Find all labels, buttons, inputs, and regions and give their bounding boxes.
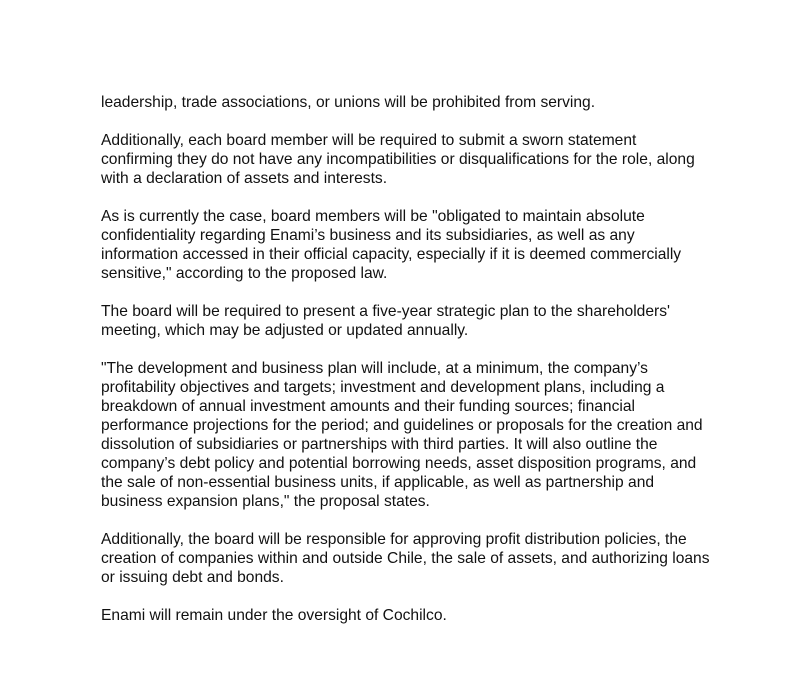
document-body (101, 93, 711, 644)
paragraph-confidentiality: As is currently the case, board members will be "obligated to maintain absolute confidentiality regarding Enami’s business and its subsidiaries, as well as any information accessed in their official capacity, especially if it is deemed commercially sensitive," according to the proposed law. (101, 208, 682, 282)
paragraph-sworn-statement: Additionally, each board member will be required to submit a sworn statement confirming they do not have any incompatibilities or disqualifications for the role, along with a declaration of assets and interests. (101, 132, 695, 187)
paragraph-strategic-plan: The board will be required to present a five-year strategic plan to the shareholders' meeting, which may be adjusted or updated annually. (101, 303, 670, 339)
paragraph-board-exclusions: leadership, trade associations, or unions will be prohibited from serving. (101, 94, 596, 111)
paragraph-oversight: Enami will remain under the oversight of Cochilco. (101, 607, 447, 624)
paragraph-board-responsibilities: Additionally, the board will be responsible for approving profit distribution policies, the creation of companies within and outside Chile, the sale of assets, and authorizing loans or issuing debt and bonds. (101, 531, 710, 586)
paragraph-business-plan-quote: "The development and business plan will include, at a minimum, the company’s profitability objectives and targets; investment and development plans, including a breakdown of annual investment amounts and their funding sources; financial performance projections for the period; and guidelines or proposals for the creation and dissolution of subsidiaries or partnerships with third parties. It will also outline the company’s debt policy and potential borrowing needs, asset disposition programs, and the sale of non-essential business units, if applicable, as well as partnership and business expansion plans," the proposal states. (101, 360, 703, 510)
